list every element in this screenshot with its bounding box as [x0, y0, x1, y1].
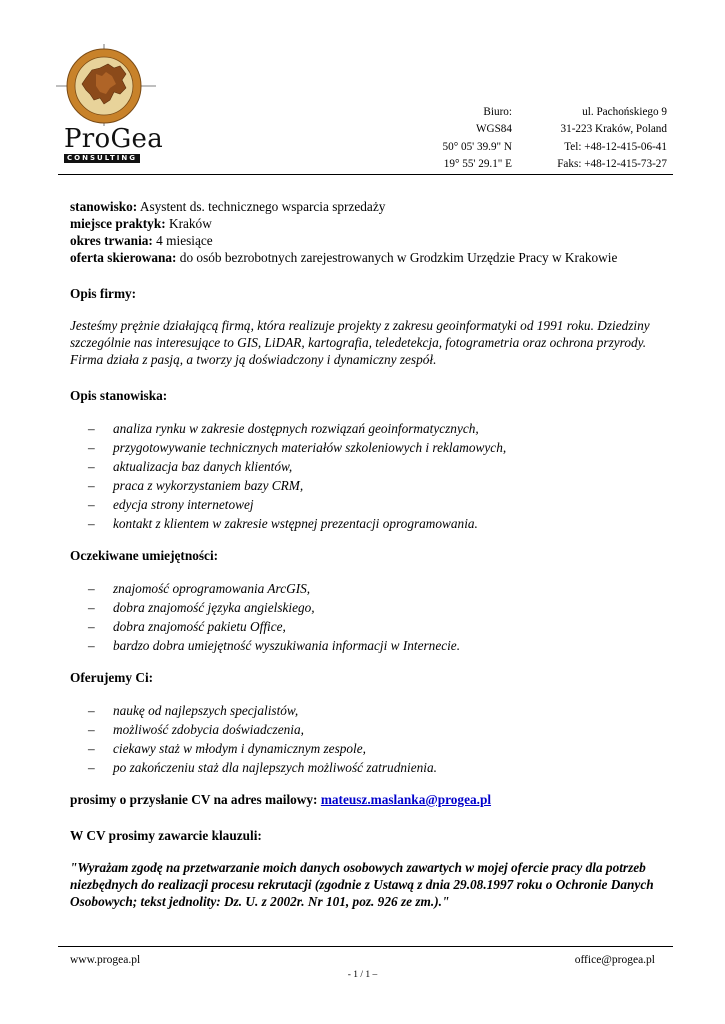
company-logo	[56, 44, 164, 168]
list-item: – możliwość zdobycia doświadczenia,	[88, 722, 304, 737]
list-item: – naukę od najlepszych specjalistów,	[88, 703, 299, 718]
page-number: - 1 / 1 –	[347, 970, 378, 980]
skills-list	[70, 579, 670, 655]
place-row	[70, 215, 670, 232]
list-item: – znajomość oprogramowania ArcGIS,	[88, 581, 311, 596]
clause-heading: W CV prosimy zawarcie klauzuli:	[70, 828, 262, 843]
offers-heading: Oferujemy Ci:	[70, 670, 154, 685]
footer-divider	[58, 946, 673, 947]
address-line: Faks: +48-12-415-73-27	[557, 157, 667, 170]
cv-request	[70, 791, 670, 808]
list-item: – kontakt z klientem w zakresie wstępnej prezentacji oprogramowania.	[88, 516, 478, 531]
header-label: WGS84	[475, 123, 512, 136]
list-item: – dobra znajomość języka angielskiego,	[88, 600, 315, 615]
list-item: – dobra znajomość pakietu Office,	[88, 619, 286, 634]
header-label: 19° 55' 29.1" E	[443, 157, 512, 170]
duration-row	[70, 232, 670, 249]
address-line: 31-223 Kraków, Poland	[560, 123, 667, 136]
list-item: – aktualizacja baz danych klientów,	[88, 459, 293, 474]
target-value: do osób bezrobotnych zarejestrowanych w Grodzkim Urzędzie Pracy w Krakowie	[176, 250, 618, 265]
list-item: – ciekawy staż w młodym i dynamicznym zespole,	[88, 741, 366, 756]
position-heading: Opis stanowiska:	[70, 388, 168, 403]
list-item: – po zakończeniu staż dla najlepszych możliwość zatrudnienia.	[88, 760, 437, 775]
consent-clause: "Wyrażam zgodę na przetwarzanie moich danych osobowych zawartych w mojej ofercie pracy dla potrzeb niezbędnych do realizacji procesu rekrutacji (zgodnie z Ustawą z dnia 29.08.1997 roku o Ochronie Danych Osobowych; tekst jednolity: Dz. U. z 2002r. Nr 101, poz. 926 ze zm.)."	[70, 860, 654, 909]
target-label: oferta skierowana:	[70, 250, 177, 265]
duration-value: 4 miesiące	[152, 233, 213, 248]
logo-wordmark: ProGea	[64, 124, 164, 154]
target-row	[70, 249, 670, 266]
header-address	[530, 104, 667, 173]
list-item: – praca z wykorzystaniem bazy CRM,	[88, 478, 304, 493]
email-link[interactable]: mateusz.maslanka@progea.pl	[320, 792, 492, 807]
position-value: Asystent ds. technicznego wsparcia sprzedaży	[137, 199, 386, 214]
offers-list	[70, 701, 670, 777]
header-label: 50° 05' 39.9" N	[442, 140, 512, 153]
address-line: ul. Pachońskiego 9	[582, 106, 667, 118]
company-description: Jesteśmy prężnie działającą firmą, która realizuje projekty z zakresu geoinformatyki od 1991 roku. Dziedziny szczególnie nas interesujące to GIS, LiDAR, kartografia, teledetekcja, fotogrametria oraz ochrona przyrody. Firma działa z pasją, a tworzy ją doświadczony i dynamiczny zespół.	[70, 318, 650, 367]
company-heading: Opis firmy:	[70, 286, 137, 301]
header-divider	[58, 174, 673, 175]
list-item: – analiza rynku w zakresie dostępnych rozwiązań geoinformatycznych,	[88, 421, 479, 436]
list-item: – edycja strony internetowej	[88, 497, 254, 512]
place-value: Kraków	[165, 216, 212, 231]
footer-website[interactable]: www.progea.pl	[70, 954, 141, 966]
footer-email[interactable]: office@progea.pl	[574, 954, 655, 966]
globe-logo-icon	[56, 44, 156, 126]
list-item: – przygotowywanie technicznych materiałów szkoleniowych i reklamowych,	[88, 440, 507, 455]
offer-details	[70, 198, 670, 266]
header-coordinates	[420, 104, 512, 173]
skills-heading: Oczekiwane umiejętności:	[70, 548, 219, 563]
position-row	[70, 198, 670, 215]
list-item: – bardzo dobra umiejętność wyszukiwania informacji w Internecie.	[88, 638, 461, 653]
place-label: miejsce praktyk:	[70, 216, 166, 231]
cv-prompt: prosimy o przysłanie CV na adres mailowy:	[70, 792, 321, 807]
header-label: Biuro:	[483, 106, 512, 118]
logo-band: CONSULTING	[64, 154, 140, 163]
address-line: Tel: +48-12-415-06-41	[564, 140, 667, 153]
duration-label: okres trwania:	[70, 233, 153, 248]
position-label: stanowisko:	[70, 199, 138, 214]
position-list	[70, 419, 670, 533]
document-body	[70, 198, 670, 910]
